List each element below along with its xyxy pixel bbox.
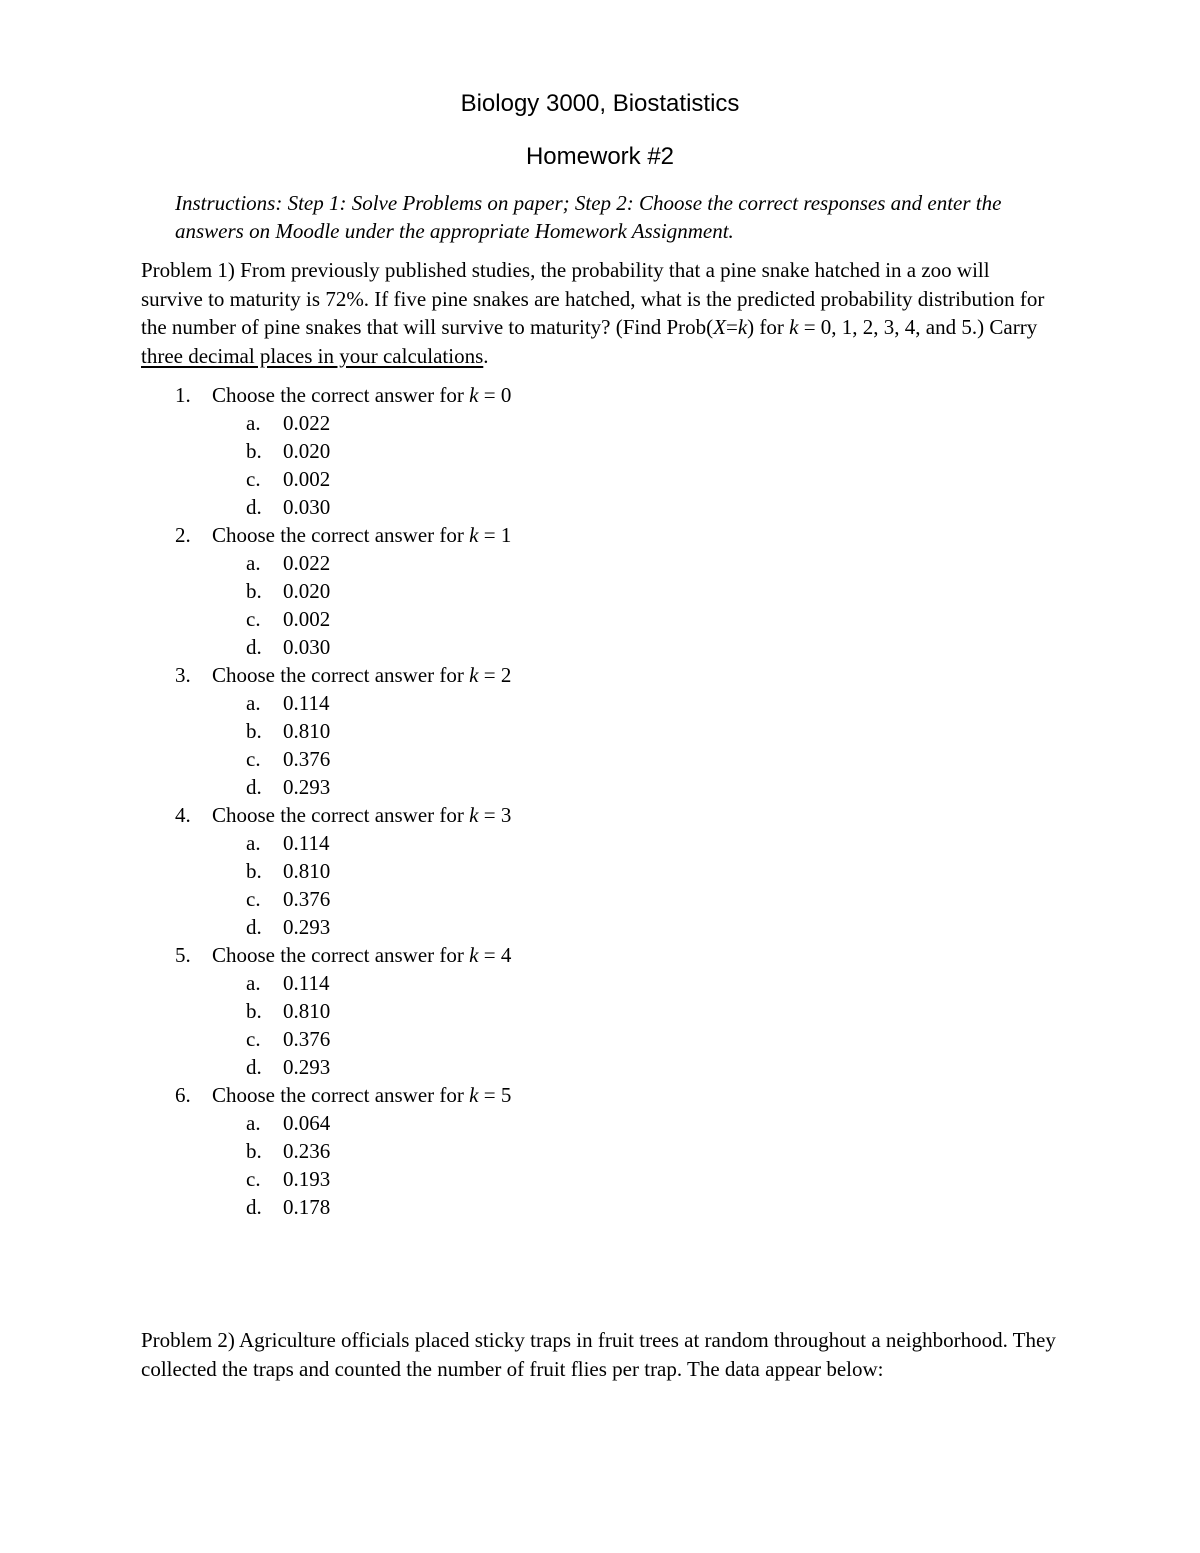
answer-option [246,689,329,717]
question-k-value: = 0 [478,383,512,407]
option-value: 0.178 [283,1195,331,1219]
option-value: 0.376 [283,887,331,911]
option-letter: a. [246,551,261,575]
question-number: 2. [175,523,191,547]
answer-option [246,857,330,885]
question-k-value: = 3 [478,803,512,827]
answer-option [246,437,330,465]
option-letter: d. [246,915,262,939]
question-1 [175,381,511,409]
answer-option [246,465,330,493]
option-value: 0.022 [283,551,331,575]
option-value: 0.810 [283,859,331,883]
answer-option [246,633,330,661]
question-variable: k [469,383,479,407]
answer-option [246,885,330,913]
option-letter: b. [246,439,262,463]
option-value: 0.022 [283,411,331,435]
answer-option [246,605,330,633]
option-letter: b. [246,1139,262,1163]
answer-option [246,1165,330,1193]
option-letter: a. [246,831,261,855]
option-value: 0.020 [283,439,331,463]
answer-option [246,773,330,801]
answer-option [246,1025,330,1053]
option-value: 0.193 [283,1167,331,1191]
option-value: 0.376 [283,1027,331,1051]
question-text: Choose the correct answer for [212,663,470,687]
option-letter: c. [246,1167,261,1191]
option-value: 0.030 [283,495,331,519]
answer-option [246,493,330,521]
answer-option [246,997,330,1025]
question-text: Choose the correct answer for [212,523,470,547]
option-letter: d. [246,495,262,519]
option-value: 0.810 [283,719,331,743]
answer-option [246,549,330,577]
question-k-value: = 2 [478,663,512,687]
emphasis-underline: three decimal places in your calculations [141,343,484,368]
answer-option [246,1137,330,1165]
option-letter: a. [246,691,261,715]
answer-option [246,409,330,437]
option-value: 0.293 [283,775,331,799]
problem-2-statement: Problem 2) Agriculture officials placed sticky traps in fruit trees at random throughout a neighborhood. They collected the traps and counted the number of fruit flies per trap. The data appear below: [141,1328,1056,1381]
option-letter: b. [246,859,262,883]
question-variable: k [469,943,479,967]
option-letter: b. [246,719,262,743]
answer-option [246,1109,330,1137]
option-letter: d. [246,1055,262,1079]
question-k-value: = 4 [478,943,512,967]
answer-option [246,717,330,745]
option-letter: c. [246,607,261,631]
option-letter: c. [246,887,261,911]
option-letter: b. [246,999,262,1023]
question-3 [175,661,511,689]
question-number: 1. [175,383,191,407]
option-letter: d. [246,635,262,659]
answer-option [246,577,330,605]
option-value: 0.064 [283,1111,331,1135]
option-value: 0.293 [283,1055,331,1079]
option-value: 0.114 [283,971,330,995]
option-letter: a. [246,1111,261,1135]
answer-option [246,969,329,997]
option-value: 0.030 [283,635,331,659]
answer-option [246,745,330,773]
question-k-value: = 1 [478,523,512,547]
option-value: 0.236 [283,1139,331,1163]
option-letter: b. [246,579,262,603]
option-letter: c. [246,1027,261,1051]
answer-option [246,913,330,941]
problem-1-statement: Problem 1) From previously published studies, the probability that a pine snake hatched in a zoo will survive to maturity is 72%. If five pine snakes are hatched, what is the predicted probability distribution for the number of pine snakes that will survive to maturity? (Find Prob(X=k) for k = 0, 1, 2, 3, 4, and 5.) Carry three decimal places in your calculations. [141,258,1045,368]
question-6 [175,1081,511,1109]
option-letter: a. [246,971,261,995]
option-letter: a. [246,411,261,435]
option-value: 0.114 [283,691,330,715]
option-value: 0.002 [283,607,331,631]
question-text: Choose the correct answer for [212,1083,470,1107]
question-number: 6. [175,1083,191,1107]
answer-option [246,1193,330,1221]
option-letter: c. [246,747,261,771]
question-number: 4. [175,803,191,827]
answer-option [246,829,329,857]
question-variable: k [469,1083,479,1107]
instructions: Instructions: Step 1: Solve Problems on paper; Step 2: Choose the correct responses and enter the answers on Moodle under the appropriate Homework Assignment. [175,191,1002,243]
question-text: Choose the correct answer for [212,943,470,967]
question-variable: k [469,663,479,687]
option-value: 0.020 [283,579,331,603]
option-value: 0.002 [283,467,331,491]
question-variable: k [469,803,479,827]
option-letter: c. [246,467,261,491]
option-letter: d. [246,775,262,799]
assignment-title: Homework #2 [525,143,675,170]
option-value: 0.293 [283,915,331,939]
option-value: 0.114 [283,831,330,855]
question-4 [175,801,511,829]
question-k-value: = 5 [478,1083,512,1107]
question-text: Choose the correct answer for [212,803,470,827]
question-number: 5. [175,943,191,967]
question-variable: k [469,523,479,547]
question-number: 3. [175,663,191,687]
option-letter: d. [246,1195,262,1219]
option-value: 0.810 [283,999,331,1023]
course-title: Biology 3000, Biostatistics [460,90,740,117]
answer-option [246,1053,330,1081]
option-value: 0.376 [283,747,331,771]
question-5 [175,941,511,969]
question-2 [175,521,511,549]
question-text: Choose the correct answer for [212,383,470,407]
